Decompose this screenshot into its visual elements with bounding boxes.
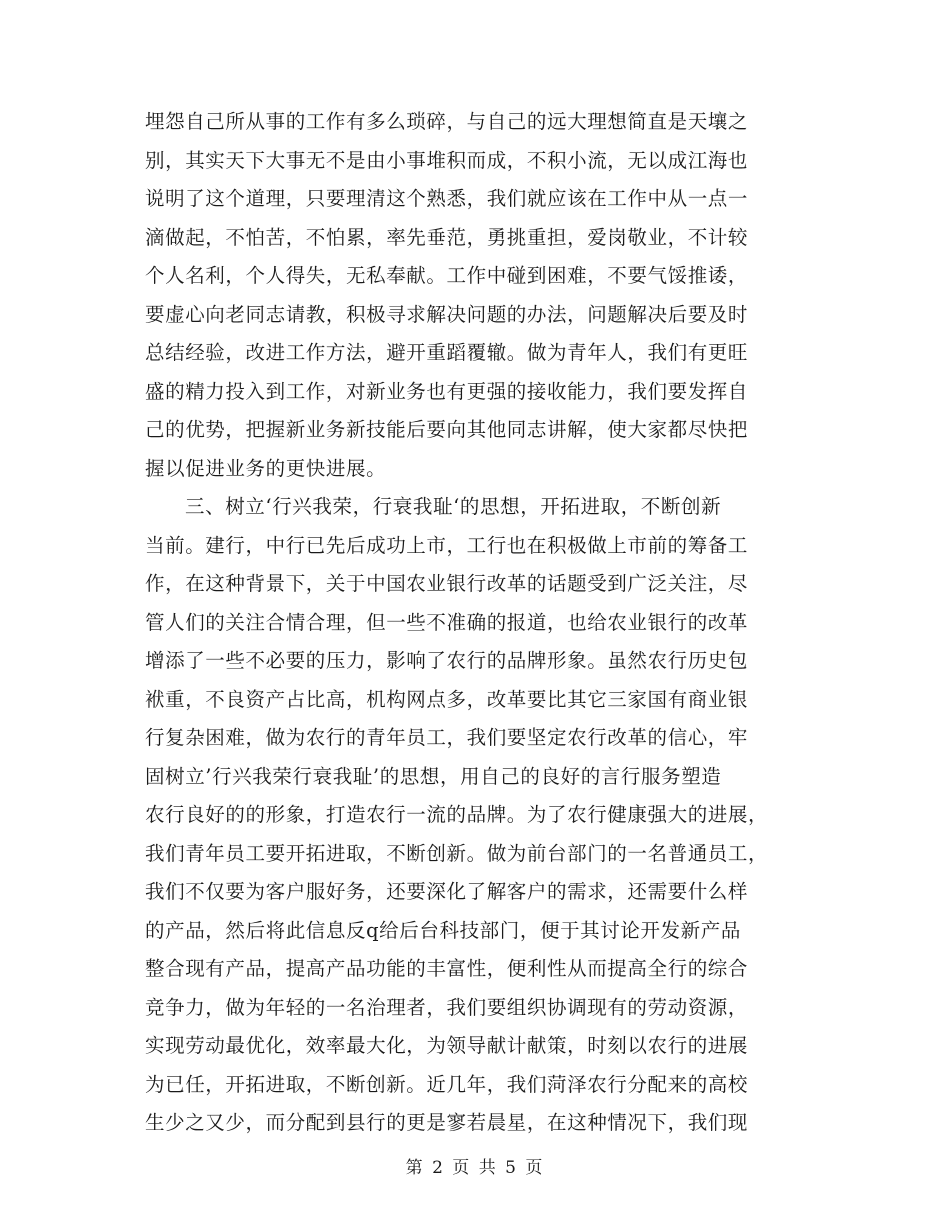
text-line: 我们不仅要为客户服好务，还要深化了解客户的需求，还需要什么样 <box>145 880 749 903</box>
text-line: 固树立’行兴我荣行衰我耻’的思想，用自己的良好的言行服务塑造 <box>145 764 722 788</box>
page-number-footer: 第 2 页 共 5 页 <box>405 1158 545 1178</box>
text-line: 农行良好的的形象，打造农行一流的品牌。为了农行健康强大的进展， <box>145 803 769 826</box>
text-line: 的产品，然后将此信息反q给后台科技部门，便于其讨论开发新产品 <box>145 918 741 942</box>
text-line: 行复杂困难，做为农行的青年员工，我们要坚定农行改革的信心，牢 <box>145 726 749 749</box>
text-line: 实现劳动最优化，效率最大化，为领导献计献策，时刻以农行的进展 <box>145 1034 749 1057</box>
text-line: 管人们的关注合情合理，但一些不准确的报道，也给农业银行的改革 <box>145 610 749 634</box>
text-line: 当前。建行，中行已先后成功上市，工行也在积极做上市前的筹备工 <box>145 533 749 557</box>
text-line: 埋怨自己所从事的工作有多么琐碎，与自己的远大理想简直是天壤之 <box>145 110 749 133</box>
text-line: 为已任，开拓进取，不断创新。近几年，我们菏泽农行分配来的高校 <box>145 1072 749 1096</box>
section-heading-line: 三、树立‘行兴我荣，行衰我耻‘的思想，开拓进取，不断创新 <box>185 495 722 518</box>
body-text <box>145 103 810 1143</box>
text-line: 盛的精力投入到工作，对新业务也有更强的接收能力，我们要发挥自 <box>145 379 749 403</box>
text-line: 己的优势，把握新业务新技能后要向其他同志讲解，使大家都尽快把 <box>145 418 749 441</box>
text-line: 要虚心向老同志请教，积极寻求解决问题的办法，问题解决后要及时 <box>145 302 749 326</box>
text-line: 个人名利，个人得失，无私奉献。工作中碰到困难，不要气馁推诿， <box>145 264 749 287</box>
text-line: 握以促进业务的更快进展。 <box>145 456 387 480</box>
text-line: 整合现有产品，提高产品功能的丰富性，便利性从而提高全行的综合 <box>145 957 749 980</box>
text-line: 增添了一些不必要的压力，影响了农行的品牌形象。虽然农行历史包 <box>145 649 749 672</box>
text-line: 别，其实天下大事无不是由小事堆积而成，不积小流，无以成江海也 <box>145 148 749 172</box>
text-line: 滴做起，不怕苦，不怕累，率先垂范，勇挑重担，爱岗敬业，不计较 <box>145 225 749 249</box>
text-line: 袱重，不良资产占比高，机构网点多，改革要比其它三家国有商业银 <box>145 687 749 711</box>
text-line: 总结经验，改进工作方法，避开重蹈覆辙。做为青年人，我们有更旺 <box>145 341 749 364</box>
text-line: 生少之又少，而分配到县行的更是寥若晨星，在这种情况下，我们现 <box>145 1111 749 1134</box>
text-line: 说明了这个道理，只要理清这个熟悉，我们就应该在工作中从一点一 <box>145 187 749 210</box>
text-line: 竞争力，做为年轻的一名治理者，我们要组织协调现有的劳动资源， <box>145 995 749 1019</box>
text-line: 作，在这种背景下，关于中国农业银行改革的话题受到广泛关注，尽 <box>145 572 749 595</box>
text-line: 我们青年员工要开拓进取，不断创新。做为前台部门的一名普通员工， <box>145 841 769 865</box>
